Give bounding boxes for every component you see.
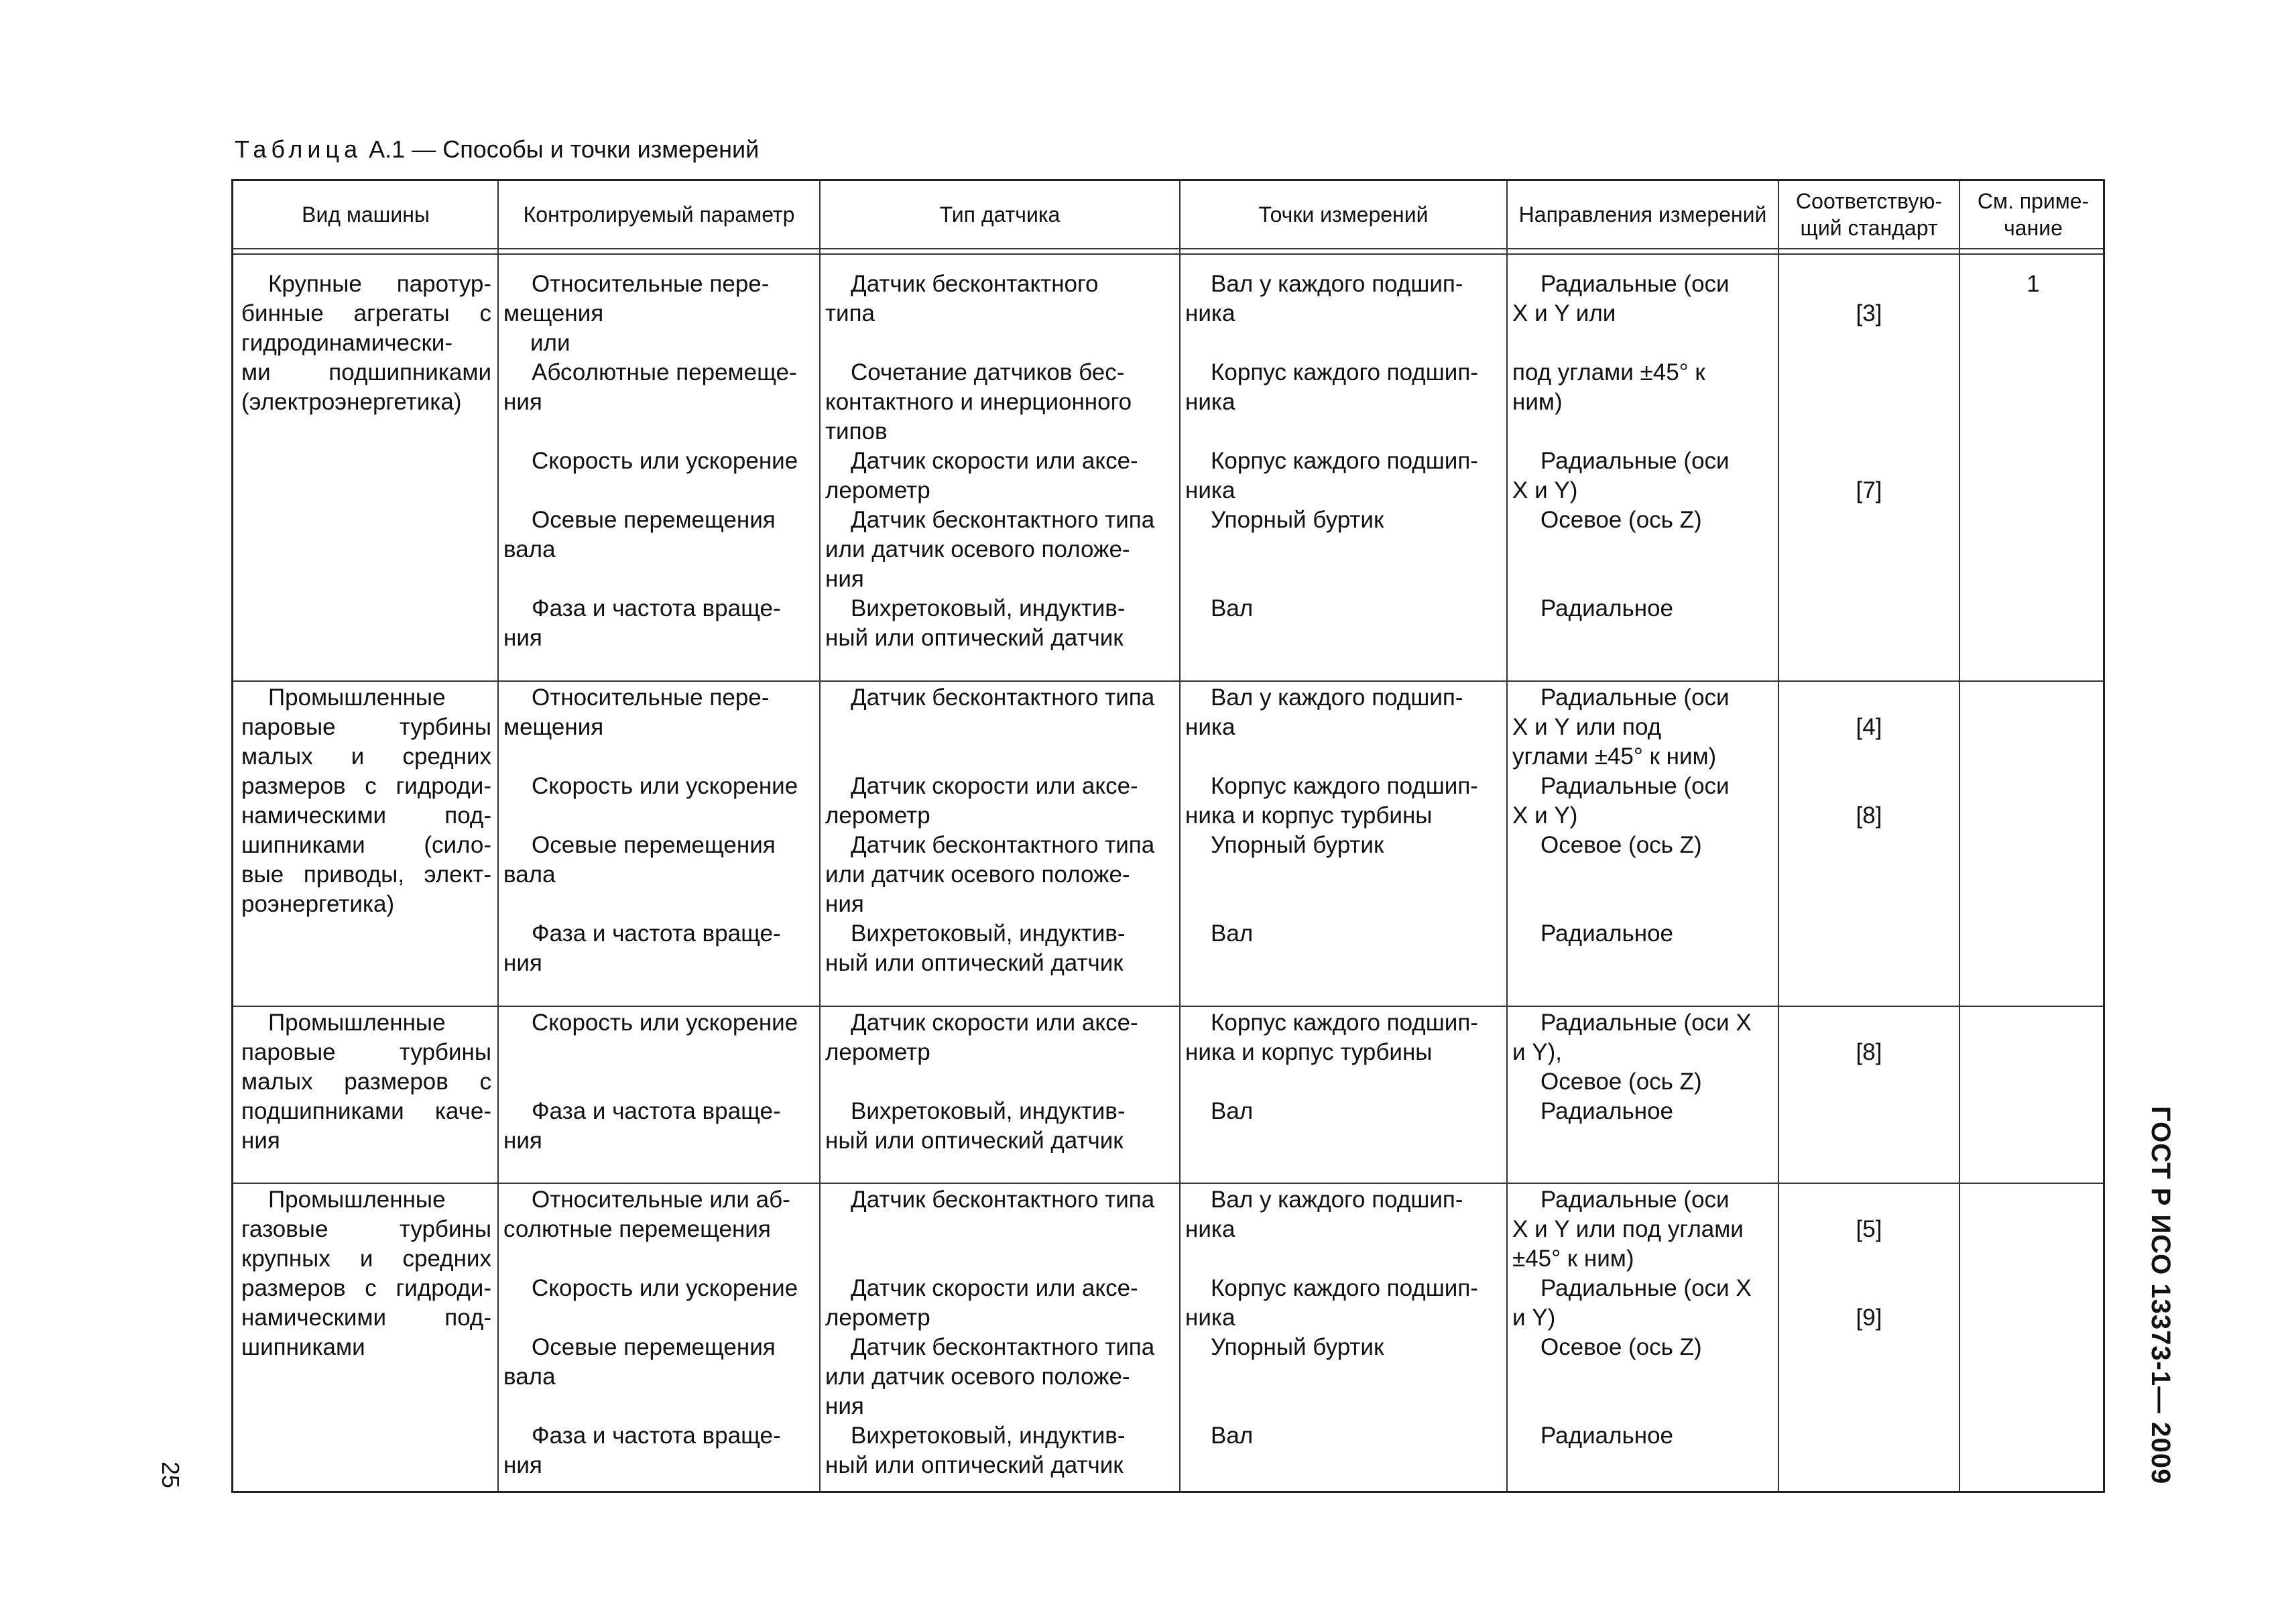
measurement-point-line: ника (1185, 1305, 1235, 1331)
sensor-type-line: или датчик осевого положе- (825, 1364, 1130, 1390)
parameter-line: мещения (503, 714, 604, 740)
sensor-type-line: ный или оптический датчик (825, 1452, 1124, 1478)
measurement-point-line: Упорный буртик (1211, 507, 1384, 533)
parameter-line: вала (503, 536, 556, 562)
sensor-type-line: ный или оптический датчик (825, 625, 1124, 651)
measurement-point-line: Вал (1211, 1098, 1254, 1124)
direction-line: ним) (1512, 389, 1563, 415)
sensor-type-line: ния (825, 1393, 864, 1419)
sensor-type-line: типов (825, 418, 888, 444)
sensor-type-line: лерометр (825, 802, 930, 829)
sensor-type-line: Датчик бесконтактного типа (851, 1187, 1155, 1213)
parameter-line: Осевые перемещения (532, 832, 776, 858)
column-header: Контролируемый параметр (523, 202, 795, 227)
column-header: Точки измерений (1258, 202, 1429, 227)
sensor-type-line: Датчик скорости или аксе- (851, 448, 1138, 474)
direction-line: X и Y или (1512, 300, 1616, 326)
measurement-point-line: Корпус каждого подшип- (1211, 773, 1478, 799)
measurement-point-line: Упорный буртик (1211, 832, 1384, 858)
row-divider (233, 1006, 2103, 1007)
measurement-point-line: Вал (1211, 920, 1254, 947)
parameter-line: Скорость или ускорение (532, 1275, 798, 1301)
column-divider (1778, 181, 1779, 1491)
measurement-point-line: ника (1185, 389, 1235, 415)
machine-type-line: бинные агрегаты с (241, 300, 491, 326)
sensor-type-line: ния (825, 566, 864, 592)
reference-standard: [5] (1856, 1216, 1882, 1242)
row-divider (233, 1183, 2103, 1184)
parameter-line: мещения (503, 300, 604, 326)
measurement-point-line: ника и корпус турбины (1185, 1039, 1433, 1065)
column-divider (1506, 181, 1508, 1491)
direction-line: X и Y или под (1512, 714, 1662, 740)
measurement-point-line: Упорный буртик (1211, 1334, 1384, 1360)
parameter-line: Относительные или аб- (532, 1187, 790, 1213)
measurement-point-line: Вал у каждого подшип- (1211, 684, 1463, 711)
measurement-point-line: Вал у каждого подшип- (1211, 1187, 1463, 1213)
direction-line: Радиальные (оси (1540, 684, 1730, 711)
parameter-line: ния (503, 1128, 542, 1154)
caption-text: А.1 — Способы и точки измерений (362, 135, 760, 163)
direction-line: Радиальные (оси X (1540, 1010, 1752, 1036)
direction-line: Радиальное (1540, 920, 1674, 947)
sensor-type-line: Датчик бесконтактного типа (851, 832, 1155, 858)
header-divider (233, 248, 2103, 249)
parameter-line: Фаза и частота враще- (532, 1423, 781, 1449)
machine-type-line: малых размеров с (241, 1069, 491, 1095)
measurement-point-line: Корпус каждого подшип- (1211, 1010, 1478, 1036)
measurement-point-line: ника (1185, 300, 1235, 326)
measurement-point-line: Корпус каждого подшип- (1211, 448, 1478, 474)
direction-line: Радиальное (1540, 595, 1674, 621)
sensor-type-line: Датчик бесконтактного типа (851, 684, 1155, 711)
direction-line: Радиальные (оси (1540, 1187, 1730, 1213)
machine-type-line: гидродинамически- (241, 330, 452, 356)
parameter-line: солютные перемещения (503, 1216, 771, 1242)
sensor-type-line: лерометр (825, 477, 930, 503)
machine-type-line: вые приводы, элект- (241, 861, 491, 888)
column-header: Направления измерений (1518, 202, 1767, 227)
column-header: Тип датчика (939, 202, 1061, 227)
reference-standard: [7] (1856, 477, 1882, 503)
machine-type-line: намическими под- (241, 1305, 491, 1331)
caption-prefix: Таблица (235, 135, 363, 163)
measurement-point-line: Вал у каждого подшип- (1211, 271, 1463, 297)
sensor-type-line: Сочетание датчиков бес- (851, 359, 1125, 385)
machine-type-line: паровые турбины (241, 714, 491, 740)
direction-line: Радиальные (оси (1540, 773, 1730, 799)
parameter-line: Относительные пере- (532, 271, 770, 297)
sensor-type-line: лерометр (825, 1305, 930, 1331)
machine-type-line: Промышленные (268, 1187, 446, 1213)
sensor-type-line: Вихретоковый, индуктив- (851, 595, 1126, 621)
sensor-type-line: Датчик бесконтактного типа (851, 1334, 1155, 1360)
row-divider (233, 680, 2103, 682)
direction-line: X и Y или под углами (1512, 1216, 1744, 1242)
direction-line: Радиальные (оси X (1540, 1275, 1752, 1301)
column-header: Вид машины (302, 202, 430, 227)
column-divider (819, 181, 821, 1491)
measurement-point-line: ника (1185, 477, 1235, 503)
parameter-line: Скорость или ускорение (532, 1010, 798, 1036)
column-header: Соответствую-щий стандарт (1796, 189, 1942, 240)
direction-line: X и Y) (1512, 477, 1578, 503)
direction-line: Радиальные (оси (1540, 448, 1730, 474)
parameter-line: Фаза и частота враще- (532, 920, 781, 947)
machine-type-line: размеров с гидроди- (241, 773, 491, 799)
standard-designation: ГОСТ Р ИСО 13373-1— 2009 (2146, 1106, 2175, 1485)
sensor-type-line: Вихретоковый, индуктив- (851, 1098, 1126, 1124)
parameter-line: Скорость или ускорение (532, 773, 798, 799)
column-divider (1179, 181, 1181, 1491)
sensor-type-line: Датчик скорости или аксе- (851, 773, 1138, 799)
reference-standard: [9] (1856, 1305, 1882, 1331)
machine-type-line: намическими под- (241, 802, 491, 829)
sensor-type-line: ния (825, 891, 864, 917)
measurement-point-line: Корпус каждого подшип- (1211, 1275, 1478, 1301)
sensor-type-line: или датчик осевого положе- (825, 536, 1130, 562)
measurement-point-line: ника и корпус турбины (1185, 802, 1433, 829)
column-divider (1959, 181, 1960, 1491)
parameter-line: вала (503, 861, 556, 888)
reference-standard: [4] (1856, 714, 1882, 740)
direction-line: Осевое (ось Z) (1540, 1334, 1702, 1360)
direction-line: X и Y) (1512, 802, 1578, 829)
direction-line: Осевое (ось Z) (1540, 1069, 1702, 1095)
machine-type-line: Промышленные (268, 1010, 446, 1036)
machine-type-line: паровые турбины (241, 1039, 491, 1065)
machine-type-line: шипниками (сило- (241, 832, 491, 858)
machine-type-line: шипниками (241, 1334, 365, 1360)
note-number: 1 (2027, 271, 2040, 297)
measurement-point-line: Вал (1211, 1423, 1254, 1449)
sensor-type-line: Вихретоковый, индуктив- (851, 920, 1126, 947)
header-divider (233, 253, 2103, 255)
measurement-point-line: ника (1185, 714, 1235, 740)
machine-type-line: ми подшипниками (241, 359, 491, 385)
measurement-point-line: Корпус каждого подшип- (1211, 359, 1478, 385)
parameter-line: Скорость или ускорение (532, 448, 798, 474)
direction-line: ±45° к ним) (1512, 1246, 1634, 1272)
machine-type-line: Крупные паротур- (268, 271, 491, 297)
parameter-line: Осевые перемещения (532, 1334, 776, 1360)
sensor-type-line: или датчик осевого положе- (825, 861, 1130, 888)
parameter-line: Фаза и частота враще- (532, 1098, 781, 1124)
machine-type-line: роэнергетика) (241, 891, 395, 917)
parameter-line: или (530, 330, 570, 356)
sensor-type-line: лерометр (825, 1039, 930, 1065)
direction-line: Радиальное (1540, 1423, 1674, 1449)
parameter-line: вала (503, 1364, 556, 1390)
sensor-type-line: Датчик бесконтактного типа (851, 507, 1155, 533)
sensor-type-line: ный или оптический датчик (825, 1128, 1124, 1154)
reference-standard: [8] (1856, 802, 1882, 829)
direction-line: и Y), (1512, 1039, 1562, 1065)
reference-standard: [3] (1856, 300, 1882, 326)
sensor-type-line: контактного и инерционного (825, 389, 1132, 415)
parameter-line: ния (503, 389, 542, 415)
table-caption (235, 134, 759, 165)
machine-type-line: Промышленные (268, 684, 446, 711)
column-divider (497, 181, 499, 1491)
parameter-line: Абсолютные перемеще- (532, 359, 797, 385)
column-header: См. приме-чание (1977, 189, 2090, 240)
sensor-type-line: типа (825, 300, 875, 326)
measurement-point-line: ника (1185, 1216, 1235, 1242)
parameter-line: ния (503, 950, 542, 976)
sensor-type-line: Датчик скорости или аксе- (851, 1275, 1138, 1301)
measurement-point-line: Вал (1211, 595, 1254, 621)
parameter-line: Осевые перемещения (532, 507, 776, 533)
direction-line: Осевое (ось Z) (1540, 832, 1702, 858)
reference-standard: [8] (1856, 1039, 1882, 1065)
parameter-line: Относительные пере- (532, 684, 770, 711)
sensor-type-line: Датчик скорости или аксе- (851, 1010, 1138, 1036)
sensor-type-line: ный или оптический датчик (825, 950, 1124, 976)
parameter-line: ния (503, 625, 542, 651)
measurement-table (231, 179, 2105, 1493)
sensor-type-line: Вихретоковый, индуктив- (851, 1423, 1126, 1449)
machine-type-line: малых и средних (241, 743, 491, 770)
direction-line: Осевое (ось Z) (1540, 507, 1702, 533)
machine-type-line: газовые турбины (241, 1216, 491, 1242)
parameter-line: Фаза и частота враще- (532, 595, 781, 621)
direction-line: Радиальные (оси (1540, 271, 1730, 297)
machine-type-line: подшипниками каче- (241, 1098, 491, 1124)
machine-type-line: размеров с гидроди- (241, 1275, 491, 1301)
direction-line: углами ±45° к ним) (1512, 743, 1717, 770)
direction-line: под углами ±45° к (1512, 359, 1705, 385)
machine-type-line: (электроэнергетика) (241, 389, 462, 415)
page-number: 25 (157, 1461, 184, 1489)
machine-type-line: ния (241, 1128, 280, 1154)
direction-line: и Y) (1512, 1305, 1556, 1331)
machine-type-line: крупных и средних (241, 1246, 491, 1272)
sensor-type-line: Датчик бесконтактного (851, 271, 1099, 297)
parameter-line: ния (503, 1452, 542, 1478)
direction-line: Радиальное (1540, 1098, 1674, 1124)
